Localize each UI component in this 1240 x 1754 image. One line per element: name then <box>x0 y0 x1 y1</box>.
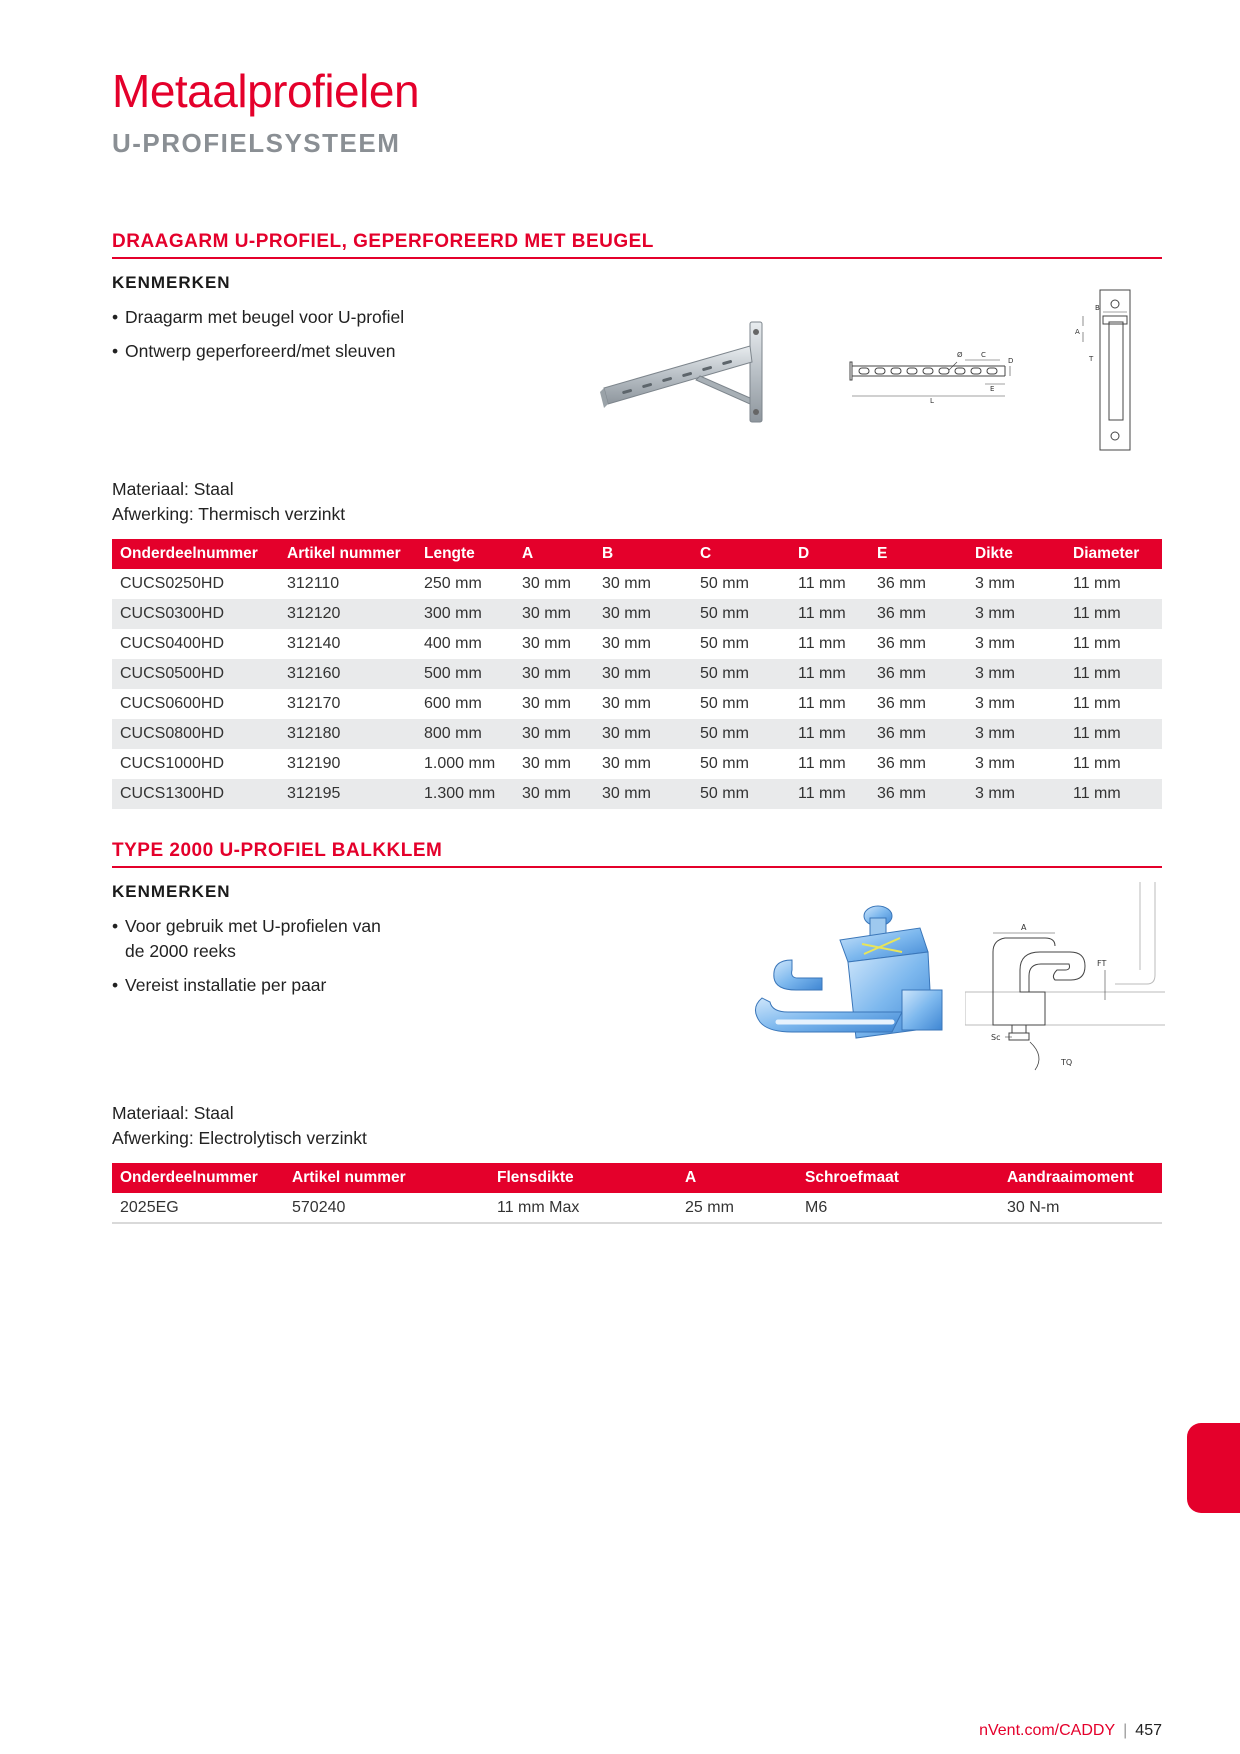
table-cell: CUCS0400HD <box>120 635 225 652</box>
table-cell: CUCS1000HD <box>120 755 225 772</box>
table-cell: 312110 <box>287 575 340 592</box>
table-cell: 11 mm <box>1073 695 1121 712</box>
material-text: Materiaal: Staal <box>112 1103 234 1123</box>
table-cell: 30 mm <box>602 605 651 622</box>
table-cell: 312190 <box>287 755 341 772</box>
table-cell: 600 mm <box>424 695 482 712</box>
table-cell: 312195 <box>287 785 341 802</box>
bracket-front-drawing <box>1065 286 1135 456</box>
column-header: D <box>798 545 810 562</box>
table-cell: 30 mm <box>602 785 651 802</box>
table-cell: 11 mm <box>1073 635 1121 652</box>
dim-label-sc: Sc <box>991 1033 1001 1042</box>
table-cell: 11 mm <box>1073 785 1121 802</box>
column-header: B <box>602 545 614 562</box>
list-item: • Voor gebruik met U-profielen van de 2000 reeks <box>112 916 381 961</box>
spec-table-balkklem <box>112 1163 1162 1224</box>
dim-label-e: E <box>990 385 995 393</box>
table-cell: 36 mm <box>877 575 926 592</box>
column-header: C <box>700 545 712 562</box>
table-row <box>112 629 1162 659</box>
table-cell: 36 mm <box>877 755 926 772</box>
page-title: Metaalprofielen <box>112 65 420 117</box>
table-cell: 50 mm <box>700 605 749 622</box>
column-header: A <box>522 545 534 562</box>
table-cell: 3 mm <box>975 755 1015 772</box>
section-heading-balkklem: TYPE 2000 U-PROFIEL BALKKLEM <box>112 840 1162 868</box>
table-cell: 30 mm <box>522 785 571 802</box>
dim-label-c: C <box>981 351 986 359</box>
dim-label-ft: FT <box>1097 959 1107 968</box>
beam-clamp-dimension-drawing <box>965 880 1165 1075</box>
material-info <box>112 1101 367 1151</box>
material-info <box>112 477 345 527</box>
table-cell: 2025EG <box>120 1198 179 1216</box>
table-cell: 11 mm <box>798 575 846 592</box>
dim-label-d: D <box>1008 357 1014 365</box>
table-cell: 3 mm <box>975 665 1015 682</box>
features-label: KENMERKEN <box>112 273 231 292</box>
features-list <box>112 914 385 1007</box>
table-cell: 3 mm <box>975 725 1015 742</box>
table-cell: 36 mm <box>877 665 926 682</box>
table-cell: 30 mm <box>522 605 571 622</box>
column-header: Diameter <box>1073 545 1140 562</box>
table-cell: 30 mm <box>602 635 651 652</box>
table-cell: 36 mm <box>877 725 926 742</box>
material-text: Materiaal: Staal <box>112 479 234 499</box>
table-cell: 11 mm <box>1073 605 1121 622</box>
table-cell: 50 mm <box>700 665 749 682</box>
table-cell: 30 mm <box>602 665 651 682</box>
table-row <box>112 599 1162 629</box>
dim-label-l: L <box>930 397 934 405</box>
dim-label-t: T <box>1089 355 1094 363</box>
dim-label-phi: Ø <box>957 351 963 359</box>
table-cell: 312160 <box>287 665 341 682</box>
table-cell: 3 mm <box>975 695 1015 712</box>
table-row <box>112 1193 1162 1223</box>
table-cell: CUCS0250HD <box>120 575 225 592</box>
dim-label-a: A <box>1075 328 1080 336</box>
table-cell: 11 mm <box>798 605 846 622</box>
table-cell: 1.000 mm <box>424 755 496 772</box>
table-cell: 30 mm <box>522 695 571 712</box>
table-row <box>112 659 1162 689</box>
table-cell: 36 mm <box>877 695 926 712</box>
table-cell: 30 mm <box>602 575 651 592</box>
chapter-tab <box>1187 1423 1240 1513</box>
list-item: • Vereist installatie per paar <box>112 975 327 995</box>
features-list <box>112 305 455 373</box>
table-cell: 30 mm <box>522 635 571 652</box>
table-cell: 36 mm <box>877 605 926 622</box>
table-cell: 11 mm <box>1073 665 1121 682</box>
table-cell: 3 mm <box>975 605 1015 622</box>
column-header: A <box>685 1169 697 1186</box>
table-cell: 312170 <box>287 695 341 712</box>
column-header: Onderdeelnummer <box>120 1169 258 1186</box>
table-cell: 300 mm <box>424 605 482 622</box>
bracket-product-image <box>600 318 770 428</box>
table-row <box>112 719 1162 749</box>
table-cell: 30 mm <box>522 575 571 592</box>
table-cell: 50 mm <box>700 725 749 742</box>
table-cell: 312120 <box>287 605 341 622</box>
table-cell: 50 mm <box>700 635 749 652</box>
table-cell: 3 mm <box>975 635 1015 652</box>
table-cell: 312140 <box>287 635 341 652</box>
column-header: E <box>877 545 888 562</box>
finish-text: Afwerking: Thermisch verzinkt <box>112 504 346 524</box>
table-row <box>112 749 1162 779</box>
table-cell: 36 mm <box>877 635 926 652</box>
table-cell: 30 mm <box>602 725 651 742</box>
list-item: • Draagarm met beugel voor U-profiel <box>112 307 405 327</box>
table-cell: 11 mm <box>1073 725 1121 742</box>
column-header: Lengte <box>424 545 475 562</box>
table-cell: 11 mm <box>798 725 846 742</box>
finish-text: Afwerking: Electrolytisch verzinkt <box>112 1128 367 1148</box>
bracket-dimension-drawing <box>845 340 1015 405</box>
table-cell: 30 mm <box>602 695 651 712</box>
table-row <box>112 689 1162 719</box>
table-cell: M6 <box>805 1198 828 1216</box>
table-cell: CUCS0600HD <box>120 695 225 712</box>
column-header: Flensdikte <box>497 1169 574 1186</box>
column-header: Artikel nummer <box>292 1169 406 1186</box>
table-cell: 36 mm <box>877 785 926 802</box>
list-item: • Ontwerp geperforeerd/met sleuven <box>112 341 396 361</box>
table-cell: 11 mm <box>798 665 846 682</box>
column-header: Dikte <box>975 545 1013 562</box>
table-cell: CUCS0300HD <box>120 605 225 622</box>
table-cell: 30 mm <box>602 755 651 772</box>
table-row <box>112 779 1162 809</box>
table-cell: 30 mm <box>522 665 571 682</box>
table-row <box>112 569 1162 599</box>
table-cell: 11 mm <box>1073 575 1121 592</box>
column-header: Aandraaimoment <box>1007 1169 1134 1186</box>
page-number: 457 <box>1135 1722 1162 1739</box>
table-cell: 312180 <box>287 725 341 742</box>
table-cell: 11 mm <box>798 695 846 712</box>
page-footer <box>979 1722 1162 1740</box>
table-cell: 25 mm <box>685 1198 734 1216</box>
dim-label-tq: TQ <box>1061 1058 1073 1067</box>
table-cell: 50 mm <box>700 785 749 802</box>
table-cell: 11 mm Max <box>497 1198 580 1216</box>
table-cell: 11 mm <box>798 635 846 652</box>
footer-separator: | <box>1123 1722 1128 1739</box>
column-header: Onderdeelnummer <box>120 545 258 562</box>
table-cell: 50 mm <box>700 695 749 712</box>
table-cell: CUCS0800HD <box>120 725 225 742</box>
table-cell: 50 mm <box>700 755 749 772</box>
table-cell: 30 N-m <box>1007 1198 1060 1216</box>
features-label: KENMERKEN <box>112 882 231 901</box>
table-cell: 500 mm <box>424 665 482 682</box>
table-cell: 800 mm <box>424 725 482 742</box>
table-cell: 570240 <box>292 1198 346 1216</box>
page-subtitle: U-PROFIELSYSTEEM <box>112 128 401 158</box>
table-cell: 1.300 mm <box>424 785 496 802</box>
section-heading-draagarm: DRAAGARM U-PROFIEL, GEPERFOREERD MET BEUGEL <box>112 231 1162 259</box>
dim-label-a: A <box>1021 923 1027 932</box>
table-cell: 30 mm <box>522 755 571 772</box>
table-cell: 400 mm <box>424 635 482 652</box>
beam-clamp-product-image <box>752 898 947 1073</box>
table-cell: 250 mm <box>424 575 482 592</box>
table-cell: 50 mm <box>700 575 749 592</box>
spec-table-draagarm <box>112 539 1162 809</box>
column-header: Schroefmaat <box>805 1169 899 1186</box>
table-cell: 3 mm <box>975 575 1015 592</box>
footer-url[interactable]: nVent.com/CADDY <box>979 1722 1116 1739</box>
table-cell: 3 mm <box>975 785 1015 802</box>
table-header-row <box>112 539 1162 569</box>
table-cell: CUCS0500HD <box>120 665 225 682</box>
dim-label-b: B <box>1095 304 1100 312</box>
table-header-row <box>112 1163 1162 1193</box>
table-cell: 11 mm <box>1073 755 1121 772</box>
table-cell: CUCS1300HD <box>120 785 225 802</box>
table-cell: 30 mm <box>522 725 571 742</box>
table-cell: 11 mm <box>798 785 846 802</box>
column-header: Artikel nummer <box>287 545 401 562</box>
table-cell: 11 mm <box>798 755 846 772</box>
